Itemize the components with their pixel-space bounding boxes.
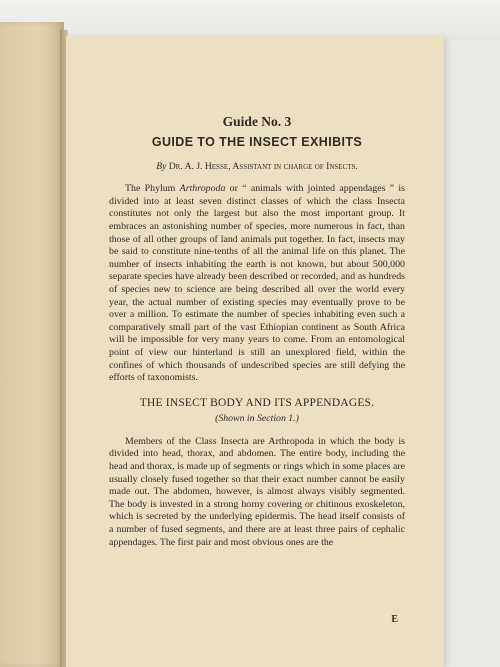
body-paragraph: Members of the Class Insecta are Arthropoda in which the body is divided into head, thorax, and abdomen. The entire body, including the head and thorax, is made up of segments or rings which in some places are usually closely fused together so that their exact number cannot be easily made out. The abdomen, however, is almost always visibly segmented. The body is invested in a strong horny covering or chitinous exoskeleton, which is secreted by the underlying epidermis. The head itself consists of a number of fused segments, and there are at least three pairs of cephalic appendages. The first pair and most obvious ones are the (109, 435, 405, 548)
facing-page-edge (0, 22, 64, 667)
byline (109, 161, 405, 174)
section-heading: THE INSECT BODY AND ITS APPENDAGES. (139, 396, 375, 409)
book-page (66, 36, 444, 667)
section-note: (Shown in Section 1.) (215, 413, 299, 425)
background (0, 0, 500, 40)
intro-italic-term: Arthropoda (179, 183, 226, 195)
guide-title: GUIDE TO THE INSECT EXHIBITS (151, 135, 363, 149)
intro-paragraph (109, 183, 405, 385)
intro-text-rest: or “ animals with jointed appendages ” is divided into at least seven distinct classes of which the class Insecta constitutes not only the largest but also the most important group. It embraces an astonishing number of species, more numerous in fact, than those of all other groups of land animals put together. In fact, insects may be said to constitute nine-tenths of all the animal life on this planet. The number of insects inhabiting the earth is not known, but about 500,000 separate species have already been described or recorded, and as hundreds of species new to science are being described all over the world every year, the actual number of existing species may eventually prove to be over a million. To estimate the number of species inhabiting even such a comparatively small part of the vast Ethiopian continent as South Africa will be impossible for very many years to come. From an entomological point of view our hinterland is still an unexplored field, within the confines of which thousands of undescribed species are still defying the efforts of taxonomists. (109, 183, 405, 384)
byline-author: Dr. A. J. Hesse (168, 160, 229, 172)
guide-number: Guide No. 3 (222, 114, 292, 129)
signature-mark: E (391, 614, 398, 625)
byline-prefix: By (156, 160, 169, 172)
byline-role: , Assistant in charge of Insects. (228, 160, 358, 172)
page-text-block (109, 114, 405, 549)
intro-text-start: The Phylum (125, 183, 180, 195)
